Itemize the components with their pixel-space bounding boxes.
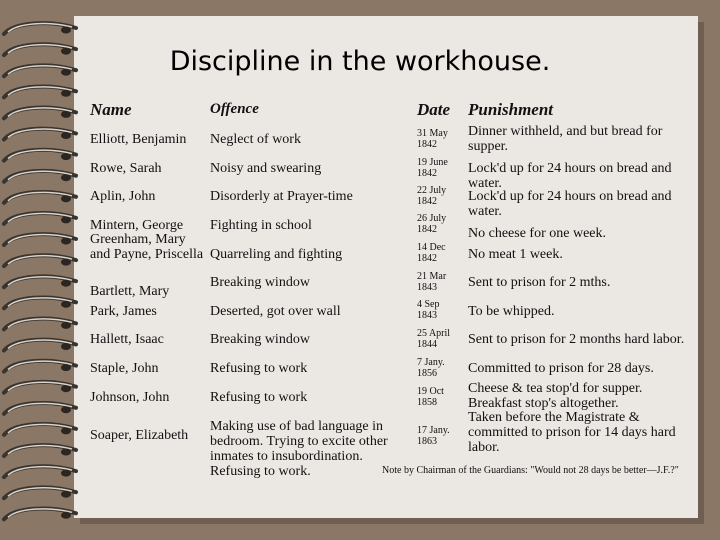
binding-ring <box>4 466 76 477</box>
binding-ring <box>4 192 76 203</box>
row-punishment: No cheese for one week. <box>468 226 606 241</box>
binding-ring <box>4 340 76 351</box>
header-offence: Offence <box>210 101 259 117</box>
row-date: 17 Jany. 1863 <box>417 425 450 447</box>
binding-ring <box>4 276 76 287</box>
binding-ring <box>4 171 76 182</box>
row-offence: Disorderly at Prayer-time <box>210 189 353 204</box>
row-name: Elliott, Benjamin <box>90 132 187 147</box>
binding-ring <box>4 255 76 266</box>
binding-ring <box>4 382 76 393</box>
binding-ring <box>4 108 76 119</box>
row-date: 19 June 1842 <box>417 157 448 179</box>
binding-ring <box>4 150 76 161</box>
row-offence: Making use of bad language in bedroom. Trying to excite other inmates to insubordination. Refusing to work. <box>210 419 388 479</box>
row-offence: Fighting in school <box>210 218 312 233</box>
binding-ring <box>4 487 76 498</box>
header-name: Name <box>90 100 132 119</box>
binding-ring <box>4 87 76 98</box>
binding-ring <box>4 23 76 34</box>
row-offence: Neglect of work <box>210 132 301 147</box>
binding-ring <box>4 319 76 330</box>
slide-title: Discipline in the workhouse. <box>169 46 551 77</box>
row-offence: Breaking window <box>210 332 310 347</box>
row-date: 31 May 1842 <box>417 128 448 150</box>
row-offence: Deserted, got over wall <box>210 304 341 319</box>
row-offence: Breaking window <box>210 275 310 290</box>
row-punishment: Committed to prison for 28 days. <box>468 361 654 376</box>
row-punishment: Lock'd up for 24 hours on bread and water. <box>468 161 672 191</box>
header-date: Date <box>417 100 451 119</box>
row-name: Bartlett, Mary <box>90 284 170 299</box>
row-punishment: Sent to prison for 2 months hard labor. <box>468 332 685 347</box>
row-date: 14 Dec 1842 <box>417 242 446 264</box>
binding-ring <box>4 403 76 414</box>
row-offence: Quarreling and fighting <box>210 247 343 262</box>
binding-ring <box>4 361 76 372</box>
row-name: Rowe, Sarah <box>90 161 162 176</box>
row-offence: Noisy and swearing <box>210 161 322 176</box>
row-date: 25 April 1844 <box>417 328 451 350</box>
row-name: Greenham, Mary and Payne, Priscella <box>90 232 204 262</box>
row-name: Soaper, Elizabeth <box>90 428 189 443</box>
row-name: Aplin, John <box>90 189 156 204</box>
row-punishment: No meat 1 week. <box>468 247 563 262</box>
row-date: 19 Oct 1858 <box>417 386 444 408</box>
row-offence: Refusing to work <box>210 361 308 376</box>
binding-ring <box>4 445 76 456</box>
spiral-binding <box>0 16 80 526</box>
row-punishment: To be whipped. <box>468 304 555 319</box>
header-punishment: Punishment <box>468 100 554 119</box>
row-name: Hallett, Isaac <box>90 332 164 347</box>
binding-ring <box>4 424 76 435</box>
row-date: 26 July 1842 <box>417 213 447 235</box>
binding-ring <box>4 213 76 224</box>
row-punishment: Lock'd up for 24 hours on bread and water. <box>468 189 672 219</box>
row-punishment: Dinner withheld, and but bread for supper. <box>468 124 663 154</box>
binding-ring <box>4 234 76 245</box>
row-punishment: Cheese & tea stop'd for supper. Breakfast stop's altogether. <box>468 381 643 411</box>
row-name: Mintern, George <box>90 218 184 233</box>
row-name: Staple, John <box>90 361 159 376</box>
row-name: Park, James <box>90 304 157 319</box>
row-punishment: Sent to prison for 2 mths. <box>468 275 611 290</box>
row-date: 22 July 1842 <box>417 185 447 207</box>
chairman-note: Note by Chairman of the Guardians: "Would not 28 days be better—J.F.?" <box>382 465 679 476</box>
row-name: Johnson, John <box>90 390 170 405</box>
row-date: 4 Sep 1843 <box>417 299 440 321</box>
row-offence: Refusing to work <box>210 390 308 405</box>
binding-ring <box>4 298 76 309</box>
row-date: 21 Mar 1843 <box>417 271 447 293</box>
row-punishment: Taken before the Magistrate & committed to prison for 14 days hard labor. <box>468 410 676 455</box>
binding-ring <box>4 129 76 140</box>
row-date: 7 Jany. 1856 <box>417 357 445 379</box>
binding-ring <box>4 509 76 520</box>
